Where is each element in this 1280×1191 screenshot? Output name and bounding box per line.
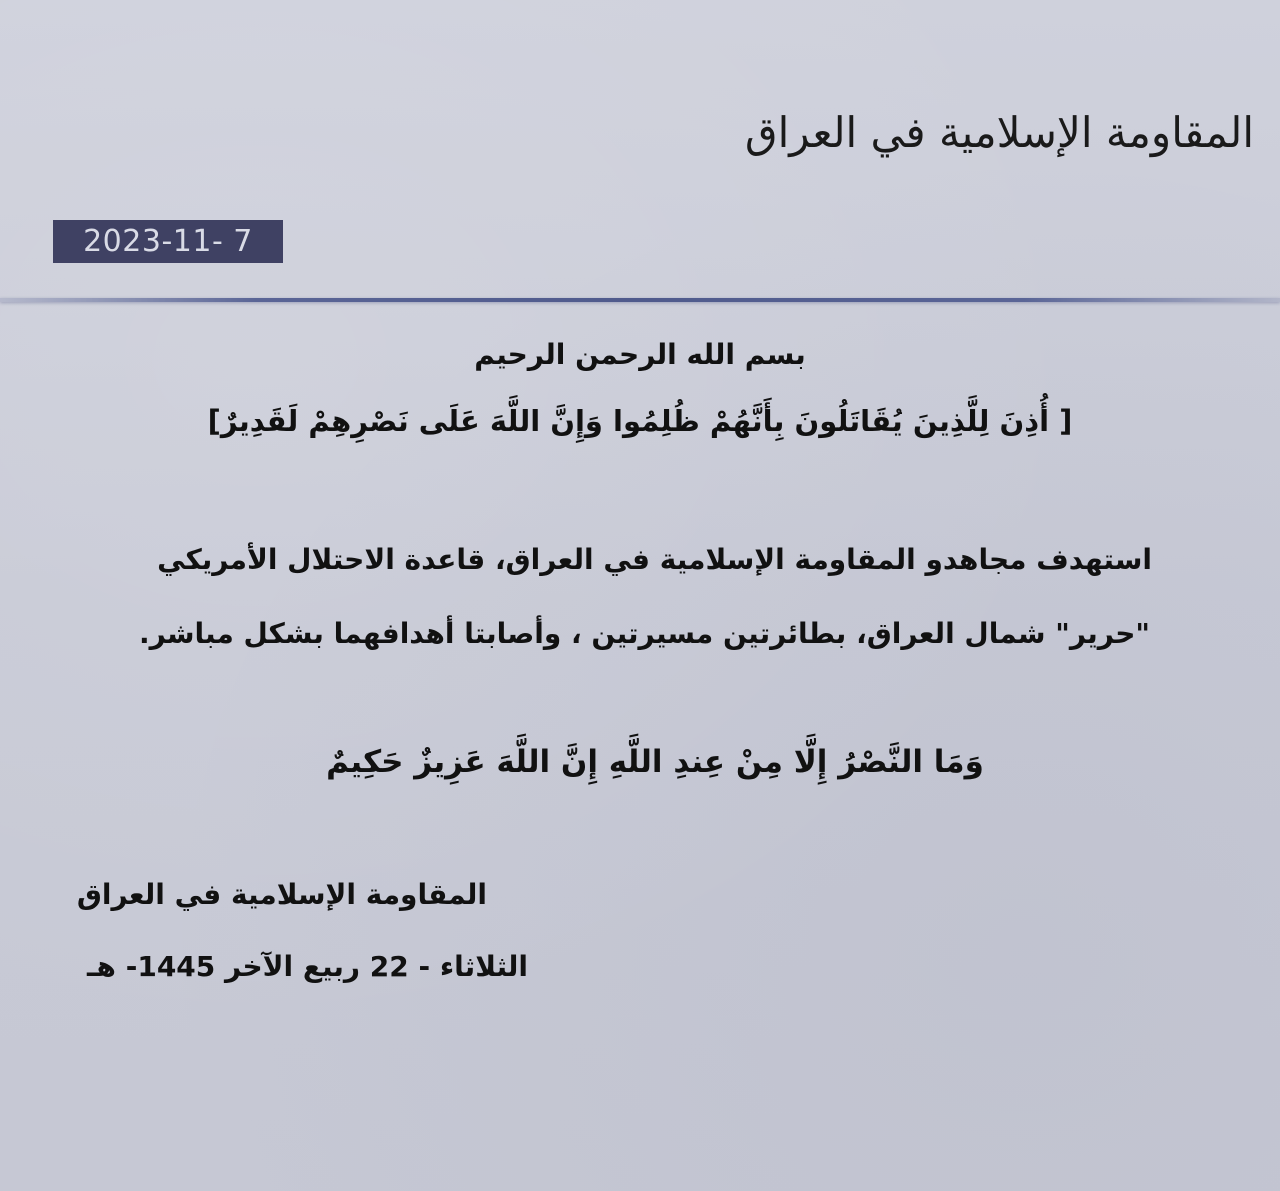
opening-verse: [ أُذِنَ لِلَّذِينَ يُقَاتَلُونَ بِأَنَّهُمْ ظُلِمُوا وَإِنَّ اللَّهَ عَلَى نَصْرِهِمْ لَقَدِيرٌ] [207,404,1073,438]
closing-verse: وَمَا النَّصْرُ إِلَّا مِنْ عِندِ اللَّهِ إِنَّ اللَّهَ عَزِيزٌ حَكِيمٌ [326,744,984,780]
statement-body-line-2: "حرير" شمال العراق، بطائرتين مسيرتين ، وأصابتا أهدافهما بشكل مباشر. [138,617,1150,650]
organization-logo: المقاومة الإسلامية في العراق [745,108,1254,157]
signature: المقاومة الإسلامية في العراق [76,878,487,911]
date-badge: 2023-11- 7 [53,220,283,263]
statement-body-line-1: استهدف مجاهدو المقاومة الإسلامية في العراق، قاعدة الاحتلال الأمريكي [157,543,1152,576]
hijri-date: الثلاثاء - 22 ربيع الآخر 1445- هـ [86,950,528,983]
header-divider [0,298,1280,302]
basmala: بسم الله الرحمن الرحيم [474,338,806,371]
